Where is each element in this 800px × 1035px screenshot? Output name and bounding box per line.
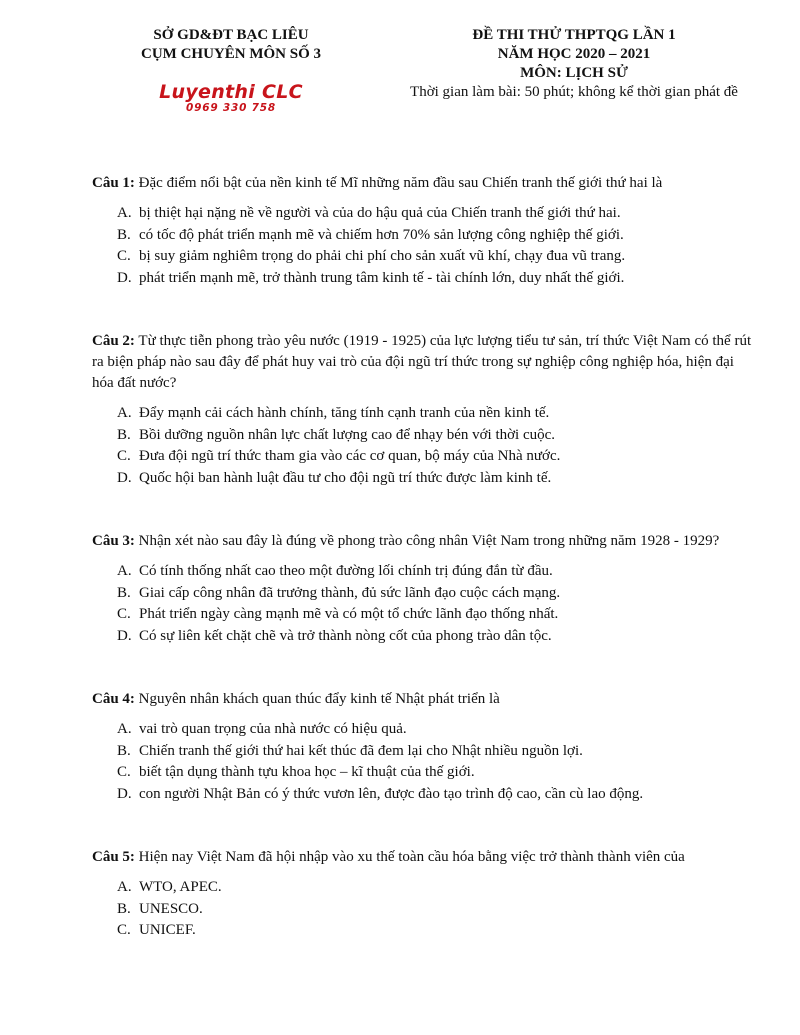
option-letter: B. <box>117 742 131 759</box>
answer-options <box>92 403 754 489</box>
answer-option <box>117 920 754 942</box>
brand-phone: 0969 330 758 <box>186 102 276 114</box>
option-letter: A. <box>117 405 132 421</box>
option-letter: C. <box>117 606 131 622</box>
option-text: vai trò quan trọng của nhà nước có hiệu quả. <box>139 721 407 737</box>
brand-logo <box>150 82 312 114</box>
answer-option <box>117 268 754 290</box>
option-text: Phát triển ngày càng mạnh mẽ và có một tổ chức lãnh đạo thống nhất. <box>139 606 559 622</box>
subject: MÔN: LỊCH SỬ <box>520 65 628 81</box>
question-stem <box>92 173 754 194</box>
question-list <box>92 173 754 984</box>
option-letter: B. <box>117 900 131 917</box>
option-letter: A. <box>117 879 132 895</box>
answer-option <box>117 246 754 268</box>
school-year: NĂM HỌC 2020 – 2021 <box>497 46 651 62</box>
brand-name: Luyenthi CLC <box>159 81 303 103</box>
answer-options <box>92 203 754 289</box>
question-stem <box>92 531 754 552</box>
answer-options <box>92 877 754 942</box>
option-text: Có tính thống nhất cao theo một đường lối chính trị đúng đắn từ đầu. <box>139 563 553 579</box>
header-right <box>384 26 764 102</box>
answer-option <box>117 784 754 806</box>
option-text: UNICEF. <box>139 922 196 938</box>
option-text: Quốc hội ban hành luật đầu tư cho đội ngũ trí thức được làm kinh tế. <box>139 469 552 486</box>
answer-option <box>117 446 754 468</box>
option-text: WTO, APEC. <box>139 879 222 895</box>
answer-option <box>117 899 754 921</box>
question-stem <box>92 689 754 710</box>
option-text: Đẩy mạnh cải cách hành chính, tăng tính cạnh tranh của nền kinh tế. <box>139 405 550 421</box>
cluster-name: CỤM CHUYÊN MÔN SỐ 3 <box>141 46 321 62</box>
option-letter: D. <box>117 627 132 644</box>
answer-option <box>117 425 754 447</box>
question-label: Câu 5: <box>92 849 135 865</box>
option-text: Chiến tranh thế giới thứ hai kết thúc đã đem lại cho Nhật nhiều nguồn lợi. <box>139 742 583 759</box>
answer-options <box>92 719 754 805</box>
option-text: biết tận dụng thành tựu khoa học – kĩ thuật của thế giới. <box>139 764 475 780</box>
question-label: Câu 3: <box>92 533 135 549</box>
question-label: Câu 1: <box>92 175 135 191</box>
option-letter: B. <box>117 584 131 601</box>
question-stem <box>92 331 754 394</box>
answer-option <box>117 561 754 583</box>
option-letter: A. <box>117 205 132 221</box>
option-letter: B. <box>117 226 131 243</box>
answer-option <box>117 225 754 247</box>
answer-option <box>117 604 754 626</box>
question-3 <box>92 531 754 647</box>
answer-option <box>117 626 754 648</box>
header-left <box>108 26 354 64</box>
question-label: Câu 4: <box>92 691 135 707</box>
option-letter: A. <box>117 563 132 579</box>
answer-option <box>117 468 754 490</box>
answer-option <box>117 203 754 225</box>
answer-option <box>117 719 754 741</box>
option-letter: C. <box>117 922 131 938</box>
option-text: Đưa đội ngũ trí thức tham gia vào các cơ quan, bộ máy của Nhà nước. <box>139 448 561 464</box>
option-text: Có sự liên kết chặt chẽ và trở thành nòng cốt của phong trào dân tộc. <box>139 627 552 644</box>
question-stem <box>92 847 754 868</box>
option-letter: C. <box>117 448 131 464</box>
option-letter: D. <box>117 469 132 486</box>
department-name: SỞ GD&ĐT BẠC LIÊU <box>153 27 309 43</box>
option-text: Bồi dưỡng nguồn nhân lực chất lượng cao để nhạy bén với thời cuộc. <box>139 426 556 443</box>
answer-option <box>117 762 754 784</box>
option-text: Giai cấp công nhân đã trưởng thành, đủ sức lãnh đạo cuộc cách mạng. <box>139 584 561 601</box>
question-text: Hiện nay Việt Nam đã hội nhập vào xu thế toàn cầu hóa bằng việc trở thành thành viên của <box>138 849 685 865</box>
answer-option <box>117 403 754 425</box>
question-text: Đặc điểm nổi bật của nền kinh tế Mĩ những năm đầu sau Chiến tranh thế giới thứ hai là <box>138 175 663 191</box>
option-letter: B. <box>117 426 131 443</box>
option-letter: A. <box>117 721 132 737</box>
question-4 <box>92 689 754 805</box>
question-text: Nguyên nhân khách quan thúc đẩy kinh tế Nhật phát triển là <box>138 691 500 707</box>
option-text: con người Nhật Bản có ý thức vươn lên, được đào tạo trình độ cao, cần cù lao động. <box>139 785 644 802</box>
option-text: UNESCO. <box>139 900 203 917</box>
option-text: bị thiệt hại nặng nề về người và của do hậu quả của Chiến tranh thế giới thứ hai. <box>139 205 621 221</box>
question-label: Câu 2: <box>92 333 135 349</box>
option-letter: D. <box>117 269 132 286</box>
answer-option <box>117 583 754 605</box>
option-text: bị suy giảm nghiêm trọng do phải chi phí cho sản xuất vũ khí, chạy đua vũ trang. <box>139 248 626 264</box>
option-text: có tốc độ phát triển mạnh mẽ và chiếm hơn 70% sản lượng công nghiệp thế giới. <box>139 226 624 243</box>
time-limit: Thời gian làm bài: 50 phút; không kể thời gian phát đề <box>410 84 738 100</box>
answer-option <box>117 741 754 763</box>
option-letter: C. <box>117 764 131 780</box>
question-1 <box>92 173 754 289</box>
exam-title: ĐỀ THI THỬ THPTQG LẦN 1 <box>472 27 676 43</box>
answer-option <box>117 877 754 899</box>
option-text: phát triển mạnh mẽ, trở thành trung tâm kinh tế - tài chính lớn, duy nhất thế giới. <box>139 269 625 286</box>
answer-options <box>92 561 754 647</box>
question-text: Nhận xét nào sau đây là đúng về phong trào công nhân Việt Nam trong những năm 1928 - 1929? <box>138 533 720 549</box>
question-text: Từ thực tiễn phong trào yêu nước (1919 - 1925) của lực lượng tiểu tư sản, trí thức Việt Nam có thể rút ra biện pháp nào sau đây để phát huy vai trò của đội ngũ trí thức trong sự nghiệp công nghiệp hóa, hiện đại hóa đất nước? <box>92 333 752 391</box>
option-letter: D. <box>117 785 132 802</box>
question-5 <box>92 847 754 942</box>
option-letter: C. <box>117 248 131 264</box>
question-2 <box>92 331 754 489</box>
